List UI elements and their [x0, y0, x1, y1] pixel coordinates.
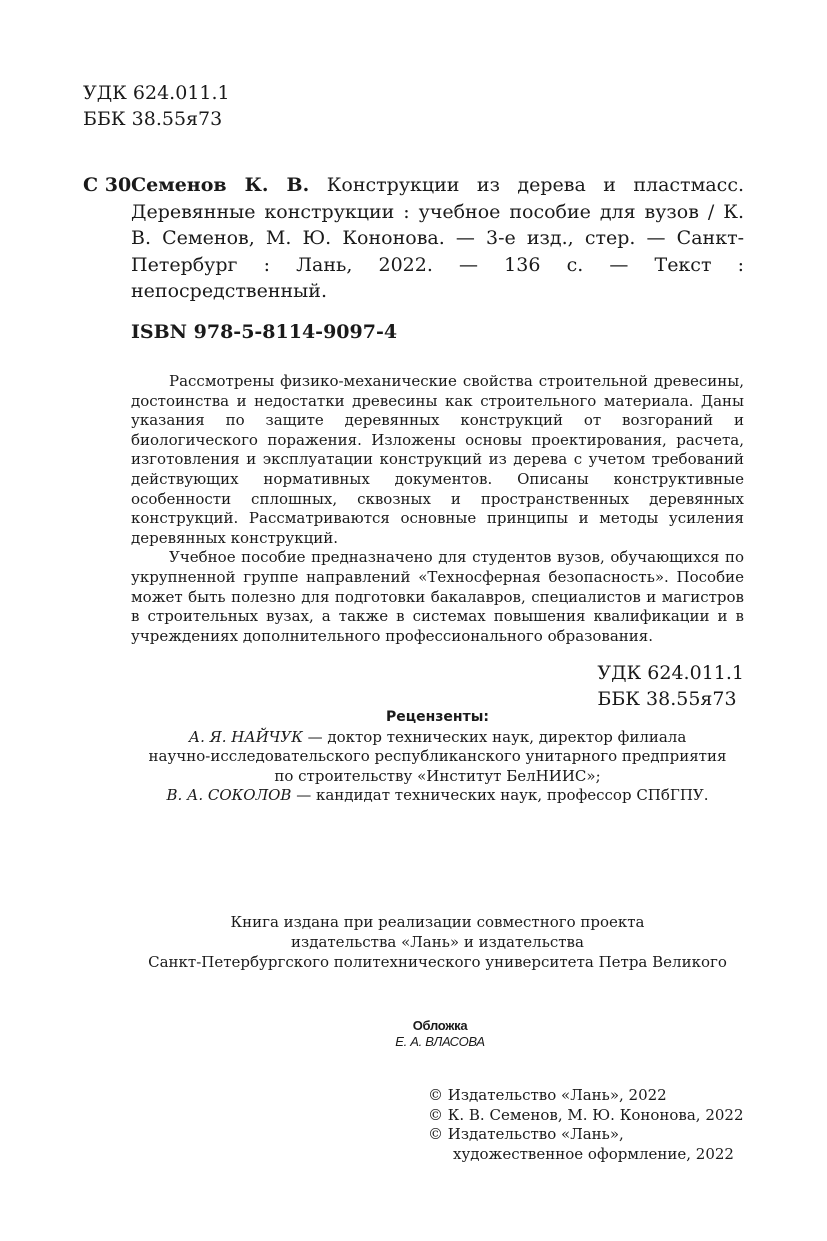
copyright-block	[428, 1086, 744, 1164]
bbk-code-right: ББК 38.55я73	[597, 688, 737, 710]
reviewer-2-text: — кандидат технических наук, профессор СПбГПУ.	[291, 786, 709, 805]
project-line-3: Санкт-Петербургского политехнического университета Петра Великого	[148, 953, 727, 971]
bbk-code-top: ББК 38.55я73	[83, 108, 223, 130]
copyright-line-2: © К. В. Семенов, М. Ю. Кононова, 2022	[428, 1105, 744, 1124]
annotation-paragraph-1: Рассмотрены физико-механические свойства строительной древесины, достоинства и недостатки древесины как строительного материала. Даны указания по защите деревянных конструкций от возгораний и биологического поражения. Изложены основы проектирования, расчета, изготовления и эксплуатации конструкций из дерева с учетом требований действующих нормативных документов. Описаны конструктивные особенности сплошных, сквозных и пространственных деревянных конструкций. Рассматриваются основные принципы и методы усиления деревянных конструкций.	[131, 372, 744, 547]
joint-project-note	[131, 912, 744, 972]
entry-text: Конструкции из дерева и пластмасс. Деревянные конструкции : учебное пособие для вузов / К. В. Семенов, М. Ю. Кононова. — 3-е изд., стер. — Санкт-Петербург : Лань, 2022. — 136 с. — Текст : непосредственный.	[131, 174, 745, 302]
annotation-paragraph-2: Учебное пособие предназначено для студентов вузов, обучающихся по укрупненной группе направлений «Техносферная безопасность». Пособие может быть полезно для подготовки бакалавров, специалистов и магистров в строительных вузах, а также в системах повышения квалификации и в учреждениях дополнительного профессионального образования.	[131, 548, 744, 645]
reviewers-block	[131, 708, 744, 806]
copyright-line-3: © Издательство «Лань»,	[428, 1125, 624, 1143]
author-mark: С 30	[83, 174, 132, 196]
reviewer-1-line-2: научно-исследовательского республиканского унитарного предприятия	[148, 747, 727, 766]
reviewer-1	[131, 728, 744, 748]
bibliographic-entry	[131, 172, 744, 305]
reviewer-1-line-1: — доктор технических наук, директор филиала	[302, 727, 687, 746]
udk-code-right: УДК 624.011.1	[597, 662, 744, 684]
entry-author: Семенов К. В.	[131, 174, 310, 196]
cover-designer: Е. А. ВЛАСОВА	[395, 1034, 485, 1049]
top-classification-codes	[83, 80, 230, 132]
cover-credit	[360, 1018, 520, 1050]
isbn: ISBN 978-5-8114-9097-4	[131, 321, 398, 343]
reviewer-2-name: В. А. СОКОЛОВ	[166, 786, 292, 805]
project-line-2: издательства «Лань» и издательства	[291, 933, 584, 951]
reviewer-1-name: А. Я. НАЙЧУК	[188, 727, 303, 746]
reviewers-heading: Рецензенты:	[386, 709, 489, 725]
copyright-line-1: © Издательство «Лань», 2022	[428, 1086, 667, 1104]
annotation	[131, 372, 744, 646]
cover-label: Обложка	[412, 1018, 468, 1033]
reviewer-2	[131, 786, 744, 806]
right-classification-codes	[597, 660, 744, 712]
reviewer-1-line-3: по строительству «Институт БелНИИС»;	[274, 766, 601, 785]
project-line-1: Книга издана при реализации совместного проекта	[230, 913, 645, 931]
udk-code-top: УДК 624.011.1	[83, 82, 230, 104]
copyright-line-4: художественное оформление, 2022	[453, 1144, 734, 1163]
